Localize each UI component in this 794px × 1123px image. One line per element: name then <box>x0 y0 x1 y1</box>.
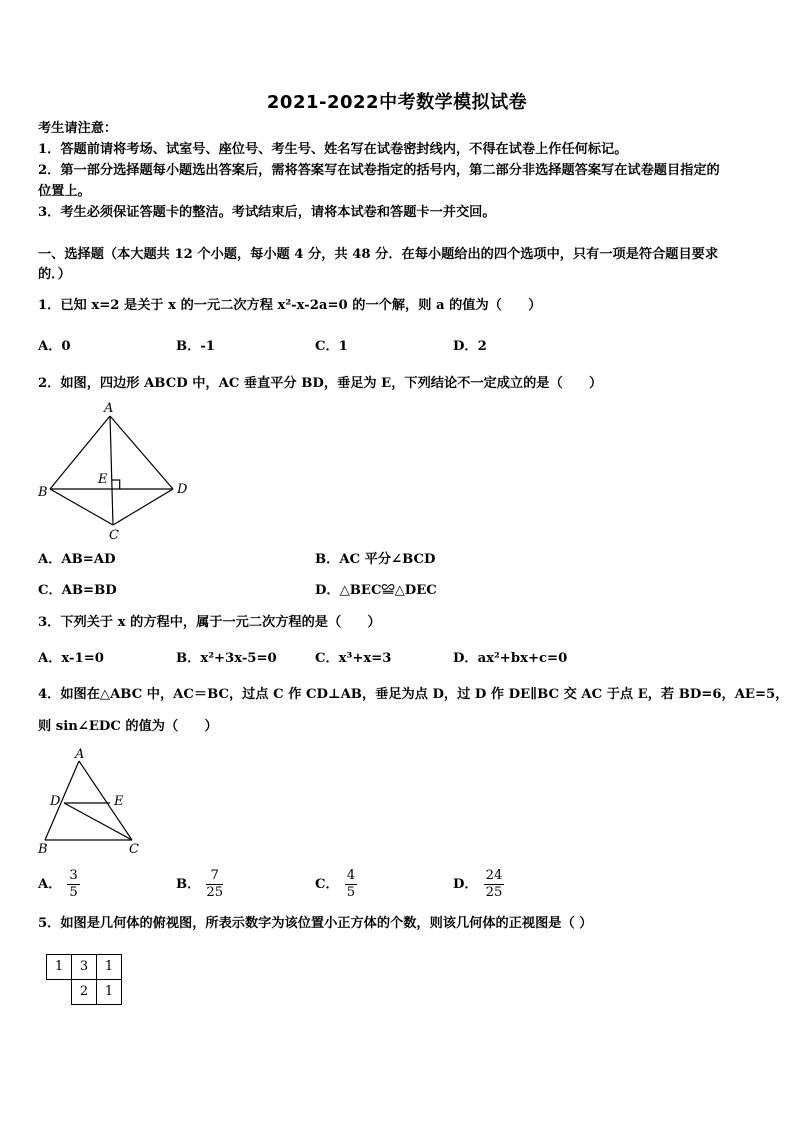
q4-option-a-fraction <box>67 868 79 901</box>
q4-option-c-numerator: 4 <box>346 868 356 883</box>
q2-option-b[interactable]: B．AC 平分∠BCD <box>315 552 436 567</box>
q5-stem: 5．如图是几何体的俯视图，所表示数字为该位置小正方体的个数，则该几何体的正视图是（ ） <box>38 916 593 931</box>
q5-grid-cell: 2 <box>71 979 97 1005</box>
q5-grid-cell: 3 <box>71 954 97 980</box>
q4-option-c[interactable] <box>315 868 357 901</box>
notice-item-1: 1．答题前请将考场、试室号、座位号、考生号、姓名写在试卷密封线内，不得在试卷上作任何标记。 <box>38 142 628 157</box>
q4-label-d: D <box>50 794 61 809</box>
q1-option-b[interactable]: B．-1 <box>176 339 215 354</box>
q4-option-d-denominator: 25 <box>485 885 503 900</box>
q1-option-a[interactable]: A．0 <box>38 339 71 354</box>
notice-heading: 考生请注意： <box>38 121 118 136</box>
q2-quadrilateral-figure <box>30 398 200 543</box>
q4-option-d-letter: D． <box>453 877 478 892</box>
section-heading-cont: 的．） <box>38 267 71 282</box>
q2-label-b: B <box>38 485 48 500</box>
q2-option-a[interactable]: A．AB=AD <box>38 552 116 567</box>
notice-item-2: 2．第一部分选择题每小题选出答案后，需将答案写在试卷指定的括号内，第二部分非选择题答案写在试卷题目指定的 <box>38 163 720 178</box>
q2-label-c: C <box>109 528 119 543</box>
q4-option-b-numerator: 7 <box>206 868 223 885</box>
q4-option-c-denominator: 5 <box>346 885 356 900</box>
q4-label-e: E <box>114 794 124 809</box>
q2-label-a: A <box>104 401 114 416</box>
q4-option-d[interactable] <box>453 868 504 901</box>
q4-label-a: A <box>75 747 85 762</box>
q4-option-a-letter: A． <box>38 877 62 892</box>
q4-option-b-letter: B． <box>176 877 201 892</box>
q4-stem-cont: 则 sin∠EDC 的值为（ ） <box>38 719 218 734</box>
q2-label-d: D <box>177 482 188 497</box>
page-title: 2021-2022中考数学模拟试卷 <box>266 92 528 113</box>
q3-stem: 3．下列关于 x 的方程中，属于一元二次方程的是（ ） <box>38 615 381 630</box>
q4-option-b-denominator: 25 <box>206 885 224 900</box>
q2-segment-bc <box>50 489 113 525</box>
q2-right-angle-mark <box>112 480 120 489</box>
notice-item-2-cont: 位置上。 <box>38 184 91 199</box>
q4-segment-ac <box>79 761 132 840</box>
q5-grid-cell: 1 <box>96 979 122 1005</box>
q3-option-b[interactable]: B．x²+3x-5=0 <box>176 651 277 666</box>
q5-grid-cell: 1 <box>46 954 72 980</box>
q4-option-d-fraction <box>484 868 505 901</box>
q4-label-c: C <box>129 842 139 857</box>
q4-option-c-fraction <box>345 868 357 901</box>
q2-segment-cd <box>113 489 173 525</box>
q2-segment-ac <box>110 416 113 525</box>
q4-option-a-denominator: 5 <box>69 885 78 900</box>
q2-option-c[interactable]: C．AB=BD <box>38 583 117 598</box>
q4-option-d-numerator: 24 <box>485 868 503 883</box>
section-heading: 一、选择题（本大题共 12 个小题，每小题 4 分，共 48 分．在每小题给出的四个选项中，只有一项是符合题目要求 <box>38 247 719 262</box>
q2-segment-ad <box>110 416 173 489</box>
q4-label-b: B <box>38 842 48 857</box>
q3-option-c[interactable]: C．x³+x=3 <box>315 651 392 666</box>
q4-option-a-numerator: 3 <box>69 868 78 883</box>
q3-option-d[interactable]: D．ax²+bx+c=0 <box>453 651 568 666</box>
q5-grid-cell: 1 <box>96 954 122 980</box>
q4-option-b[interactable] <box>176 868 223 901</box>
q2-option-d[interactable]: D．△BEC≌△DEC <box>315 583 437 598</box>
q1-option-c[interactable]: C．1 <box>315 339 348 354</box>
q2-stem: 2．如图，四边形 ABCD 中，AC 垂直平分 BD，垂足为 E，下列结论不一定成立的是（ ） <box>38 376 603 391</box>
q4-option-c-letter: C． <box>315 877 339 892</box>
q4-triangle-figure <box>30 745 150 860</box>
q1-stem: 1．已知 x=2 是关于 x 的一元二次方程 x²-x-2a=0 的一个解，则 a 的值为（ ） <box>38 298 542 313</box>
q4-option-b-fraction <box>206 868 223 901</box>
q1-option-d[interactable]: D．2 <box>453 339 487 354</box>
q4-option-a[interactable] <box>38 868 80 901</box>
q3-option-a[interactable]: A．x-1=0 <box>38 651 104 666</box>
q2-label-e: E <box>98 472 108 487</box>
notice-item-3: 3．考生必须保证答题卡的整洁。考试结束后，请将本试卷和答题卡一并交回。 <box>38 205 496 220</box>
q4-stem: 4．如图在△ABC 中，AC＝BC，过点 C 作 CD⊥AB，垂足为点 D，过 D 作 DE∥BC 交 AC 于点 E，若 BD=6，AE=5， <box>38 687 789 702</box>
